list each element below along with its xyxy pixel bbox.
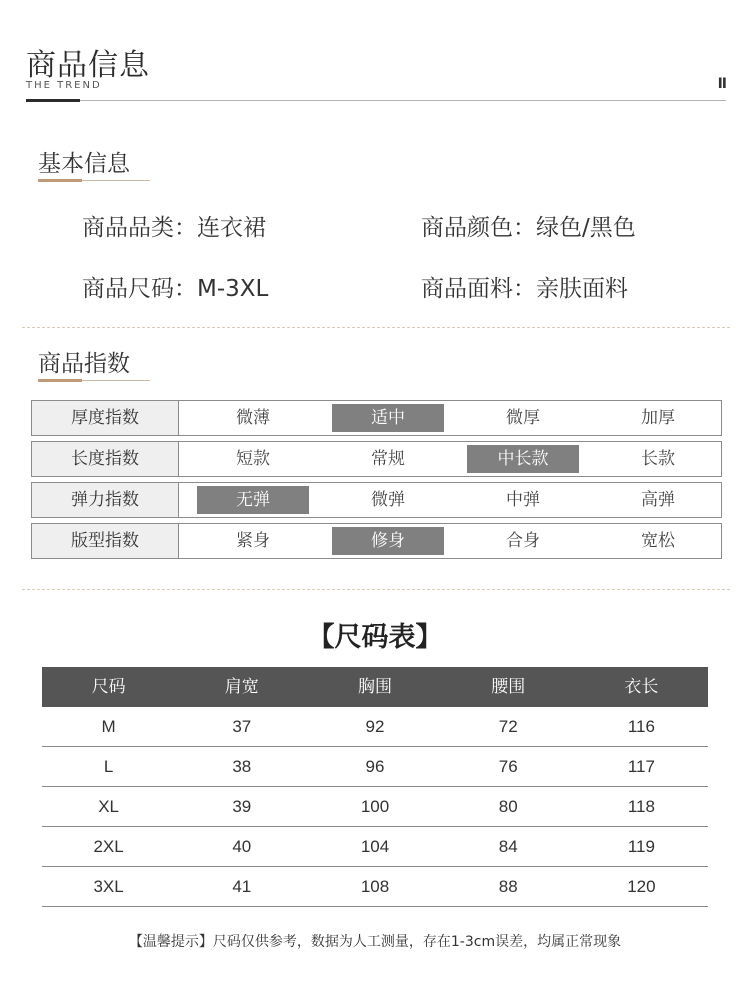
size-tip: 【温馨提示】尺码仅供参考，数据为人工测量，存在1-3cm误差，均属正常现象 bbox=[128, 934, 622, 950]
size-cell: 38 bbox=[232, 757, 252, 776]
size-cell: 118 bbox=[627, 797, 655, 816]
index-accent bbox=[38, 379, 82, 382]
pause-icon: II bbox=[717, 76, 726, 92]
size-header-cell: 肩宽 bbox=[224, 677, 259, 697]
size-cell: L bbox=[103, 757, 114, 776]
size-cell: 117 bbox=[627, 757, 655, 776]
size-cell: 88 bbox=[498, 877, 518, 896]
size-cell: M bbox=[101, 717, 116, 736]
index-row-label: 弹力指数 bbox=[32, 483, 179, 517]
size-cell: 92 bbox=[365, 717, 385, 736]
index-option: 微薄 bbox=[236, 408, 270, 428]
size-cell: 100 bbox=[360, 797, 390, 816]
index-option: 长款 bbox=[641, 449, 675, 469]
size-cell: 104 bbox=[360, 837, 390, 856]
index-option-selected: 中长款 bbox=[467, 445, 579, 473]
index-row bbox=[31, 400, 722, 436]
index-option: 短款 bbox=[236, 449, 270, 469]
size-cell: 119 bbox=[627, 837, 655, 856]
size-cell: 2XL bbox=[93, 837, 124, 856]
size-cell: 120 bbox=[627, 877, 656, 896]
index-option-selected: 无弹 bbox=[197, 486, 309, 514]
index-option-selected: 修身 bbox=[332, 527, 444, 555]
table-row bbox=[42, 747, 708, 787]
size-header-cell: 腰围 bbox=[491, 677, 526, 697]
index-row bbox=[31, 482, 722, 518]
section-divider bbox=[22, 327, 730, 328]
size-cell: 116 bbox=[627, 717, 655, 736]
index-option: 微弹 bbox=[371, 490, 405, 510]
size-table-header bbox=[42, 667, 708, 707]
size-cell: XL bbox=[98, 797, 119, 816]
info-fabric: 商品面料：亲肤面料 bbox=[421, 276, 628, 302]
page-title: 商品信息 bbox=[26, 48, 150, 83]
size-cell: 96 bbox=[365, 757, 385, 776]
info-size: 商品尺码：M-3XL bbox=[82, 276, 269, 302]
index-option: 紧身 bbox=[236, 531, 270, 551]
size-cell: 37 bbox=[232, 717, 252, 736]
index-row-label: 长度指数 bbox=[32, 442, 179, 476]
header-accent-bar bbox=[26, 99, 80, 102]
size-table-body bbox=[42, 707, 708, 907]
index-option: 微厚 bbox=[506, 408, 540, 428]
table-row bbox=[42, 867, 708, 907]
size-cell: 3XL bbox=[93, 877, 124, 896]
index-row-label: 厚度指数 bbox=[32, 401, 179, 435]
size-header-cell: 胸围 bbox=[358, 677, 392, 697]
index-option: 加厚 bbox=[641, 408, 675, 428]
index-option-selected: 适中 bbox=[332, 404, 444, 432]
size-cell: 76 bbox=[498, 757, 518, 776]
index-option: 宽松 bbox=[641, 531, 675, 551]
table-row bbox=[42, 707, 708, 747]
index-row bbox=[31, 441, 722, 477]
size-cell: 40 bbox=[232, 837, 252, 856]
size-table-title: 【尺码表】 bbox=[307, 622, 443, 653]
table-row bbox=[42, 827, 708, 867]
size-table bbox=[42, 667, 708, 907]
table-row bbox=[42, 787, 708, 827]
index-title: 商品指数 bbox=[38, 351, 130, 377]
size-cell: 108 bbox=[360, 877, 390, 896]
index-option: 合身 bbox=[506, 531, 540, 551]
size-header-cell: 衣长 bbox=[624, 677, 659, 697]
index-option: 中弹 bbox=[506, 490, 540, 510]
section-divider bbox=[22, 589, 730, 590]
basic-info-title: 基本信息 bbox=[38, 151, 130, 177]
size-cell: 41 bbox=[232, 877, 252, 896]
page-subtitle: THE TREND bbox=[26, 80, 102, 91]
size-cell: 72 bbox=[498, 717, 518, 736]
basic-info-accent bbox=[38, 179, 82, 182]
index-option: 高弹 bbox=[641, 490, 675, 510]
index-row-label: 版型指数 bbox=[32, 524, 179, 558]
size-cell: 80 bbox=[498, 797, 518, 816]
info-category: 商品品类：连衣裙 bbox=[82, 215, 266, 241]
index-option: 常规 bbox=[371, 449, 405, 469]
header-divider bbox=[26, 100, 726, 101]
index-row bbox=[31, 523, 722, 559]
info-color: 商品颜色：绿色/黑色 bbox=[421, 215, 636, 241]
size-cell: 39 bbox=[232, 797, 252, 816]
size-header-cell: 尺码 bbox=[91, 677, 126, 697]
size-cell: 84 bbox=[498, 837, 518, 856]
page-header bbox=[26, 40, 726, 102]
